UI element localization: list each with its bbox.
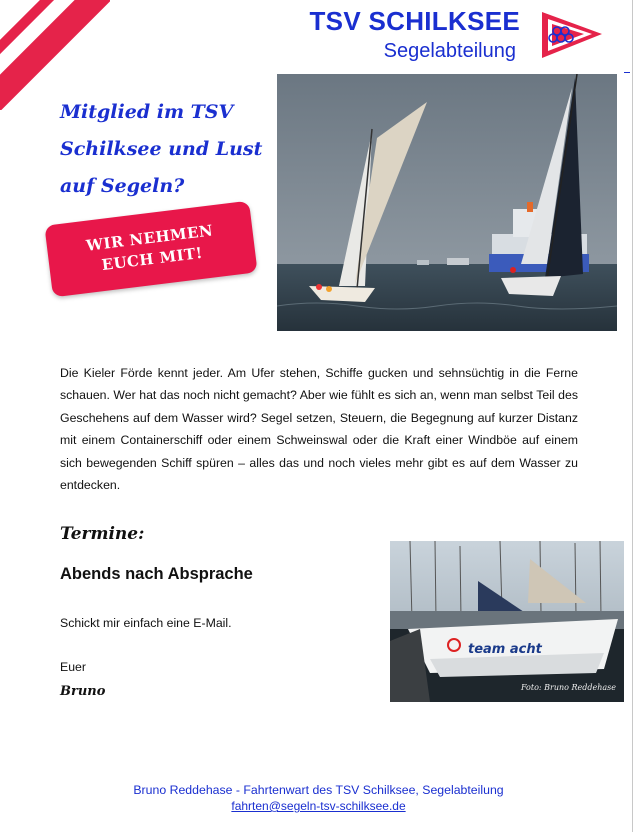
harbor-photo	[390, 541, 624, 702]
harbor-photo-image	[390, 541, 624, 702]
schedule-text: Abends nach Absprache	[60, 565, 253, 583]
page-edge	[632, 0, 633, 832]
sailing-photo	[277, 74, 617, 331]
page-mark	[624, 72, 630, 73]
email-invite: Schickt mir einfach eine E-Mail.	[60, 616, 232, 630]
promo-badge	[44, 201, 257, 298]
signature: Bruno	[60, 684, 106, 699]
footer-contact: Bruno Reddehase - Fahrtenwart des TSV Schilksee, Segelabteilung	[133, 783, 504, 797]
photo-credit: Foto: Bruno Reddehase	[520, 683, 616, 692]
intro-paragraph: Die Kieler Förde kennt jeder. Am Ufer stehen, Schiffe gucken und sehnsüchtig in die Ferne schauen. Wer hat das noch nicht gemacht? Aber wie fühlt es sich an, wenn man selbst Teil des Geschehens auf dem Wasser wird? Segel setzen, Steuern, die Begegnung auf kurzer Distanz mit einem Containerschiff oder einem Schweinswal oder die Kraft einer Windböe auf einem sich bewegenden Schiff spüren – alles das und noch vieles mehr gibt es auf dem Wasser zu entdecken.	[60, 366, 578, 493]
closing: Euer	[60, 660, 86, 674]
footer-email-link[interactable]: fahrten@segeln-tsv-schilksee.de	[231, 799, 406, 813]
club-pennant-logo	[540, 10, 604, 60]
promo-badge-text: WIR NEHMEN EUCH MIT!	[85, 221, 215, 275]
boat-name-label: team acht	[468, 642, 542, 657]
club-name: TSV SCHILKSEE	[309, 6, 520, 36]
club-subtitle: Segelabteilung	[383, 40, 516, 62]
headline: Mitglied im TSV Schilksee und Lust auf Segeln?	[60, 101, 263, 197]
termine-heading: Termine:	[60, 524, 145, 544]
